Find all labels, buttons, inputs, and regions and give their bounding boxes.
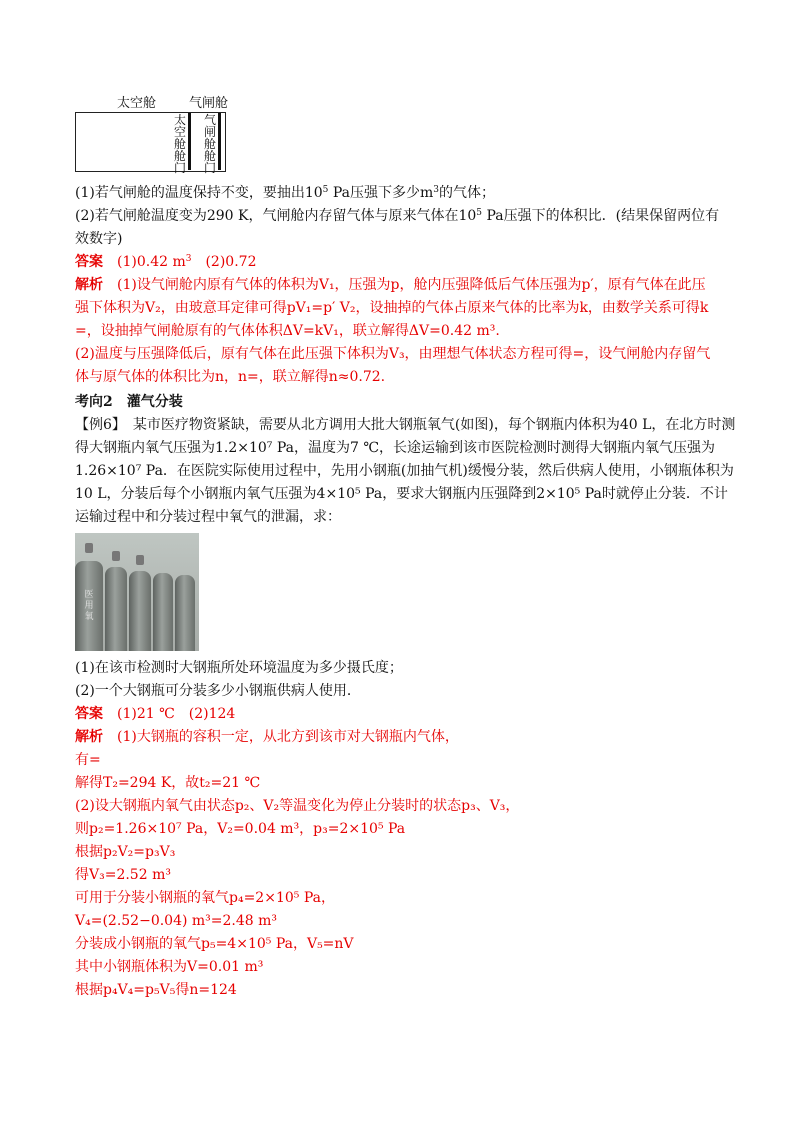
airlock-diagram: [75, 92, 725, 176]
oxygen-cylinders-photo: [75, 533, 199, 651]
cylinder: [153, 573, 173, 651]
question-1-part-2-cont: 效数字): [75, 231, 123, 247]
answer-1: 答案 (1)0.42 $m^3$ (2)0.72: [75, 254, 257, 270]
cylinder-valve: [136, 555, 144, 565]
cylinder-valve: [85, 543, 93, 553]
label-airlock: 气闸舱: [189, 96, 229, 111]
document-page: [75, 92, 736, 1002]
cylinder: [175, 575, 195, 651]
airlock-door-text: 气 闸 舱 舱 门: [203, 113, 216, 175]
example-6-question-2: (2)一个大钢瓶可分装多少小钢瓶供病人使用．: [75, 683, 361, 699]
section-title: 考向2 灌气分装: [75, 394, 183, 410]
cylinder: [129, 571, 151, 651]
example-6: 【例6】 某市医疗物资紧缺，需要从北方调用大批大钢瓶氧气(如图)，每个钢瓶内体积为40 L，在北方时测 得大钢瓶内氧气压强为1.2×10⁷ Pa，温度为7 ℃，长途运输到该市医院检测时测得大钢瓶内氧气压强为 1.26×10⁷ Pa．在医院实际使用过程中，先用小钢瓶(加抽气机)缓慢分装，然后供病人使用，小钢瓶体积为 10 L，分装后每个小钢瓶内氧气压强为4×10⁵ Pa，要求大钢瓶内压强降到2×10⁵ Pa时就停止分装．不计 运输过程中和分装过程中氧气的泄漏，求：: [75, 417, 736, 525]
space-cabin-door-text: 太 空 舱 舱 门: [173, 113, 186, 175]
cylinder-valve: [112, 551, 120, 561]
solution-2: 解析 (1)大钢瓶的容积一定，从北方到该市对大钢瓶内气体， 有= 解得T₂=294 K，故t₂=21 ℃ (2)设大钢瓶内氧气由状态p₂、V₂等温变化为停止分装时的状态p₃、V₃， 则p₂=1.26×10⁷ Pa，V₂=0.04 m³，p₃=2×10⁵ Pa 根据p₂V₂=p₃V₃ 得V₃=2.52 m³ 可用于分装小钢瓶的氧气p₄=2×10⁵ Pa， V₄=(2.52−0.04) m³=2.48 m³ 分装成小钢瓶的氧气p₅=4×10⁵ Pa，V₅=nV 其中小钢瓶体积为V=0.01 m³ 根据p₄V₄=p₅V₅得n=124: [75, 729, 520, 998]
example-6-question-1: (1)在该市检测时大钢瓶所处环境温度为多少摄氏度；: [75, 660, 403, 676]
question-1-part-2: (2)若气闸舱温度变为290 K，气闸舱内存留气体与原来气体在$10^5$ Pa压强下的体积比．(结果保留两位有: [75, 208, 720, 224]
cylinder: 医 用 氧: [75, 561, 103, 651]
cylinder: [105, 567, 127, 651]
answer-2: 答案 (1)21 ℃ (2)124: [75, 706, 236, 722]
airlock-box: [187, 112, 226, 175]
label-space-cabin: 太空舱: [117, 96, 157, 111]
question-1-part-1: (1)若气闸舱的温度保持不变，要抽出$10^5$ Pa压强下多少$m^3$的气体；: [75, 185, 495, 201]
solution-1: 解析 (1)设气闸舱内原有气体的体积为V₁，压强为p，舱内压强降低后气体压强为p′，原有气体在此压 强下体积为V₂，由玻意耳定律可得pV₁=p′ V₂，设抽掉的气体占原来气体的比率为k，由数学关系可得k =，设抽掉气闸舱原有的气体体积ΔV=kV₁，联立解得ΔV=0.42 m³. (2)温度与压强降低后，原有气体在此压强下体积为V₃，由理想气体状态方程可得=，设气闸舱内存留气 体与原气体的体积比为n，n=，联立解得n≈0.72.: [75, 277, 711, 385]
